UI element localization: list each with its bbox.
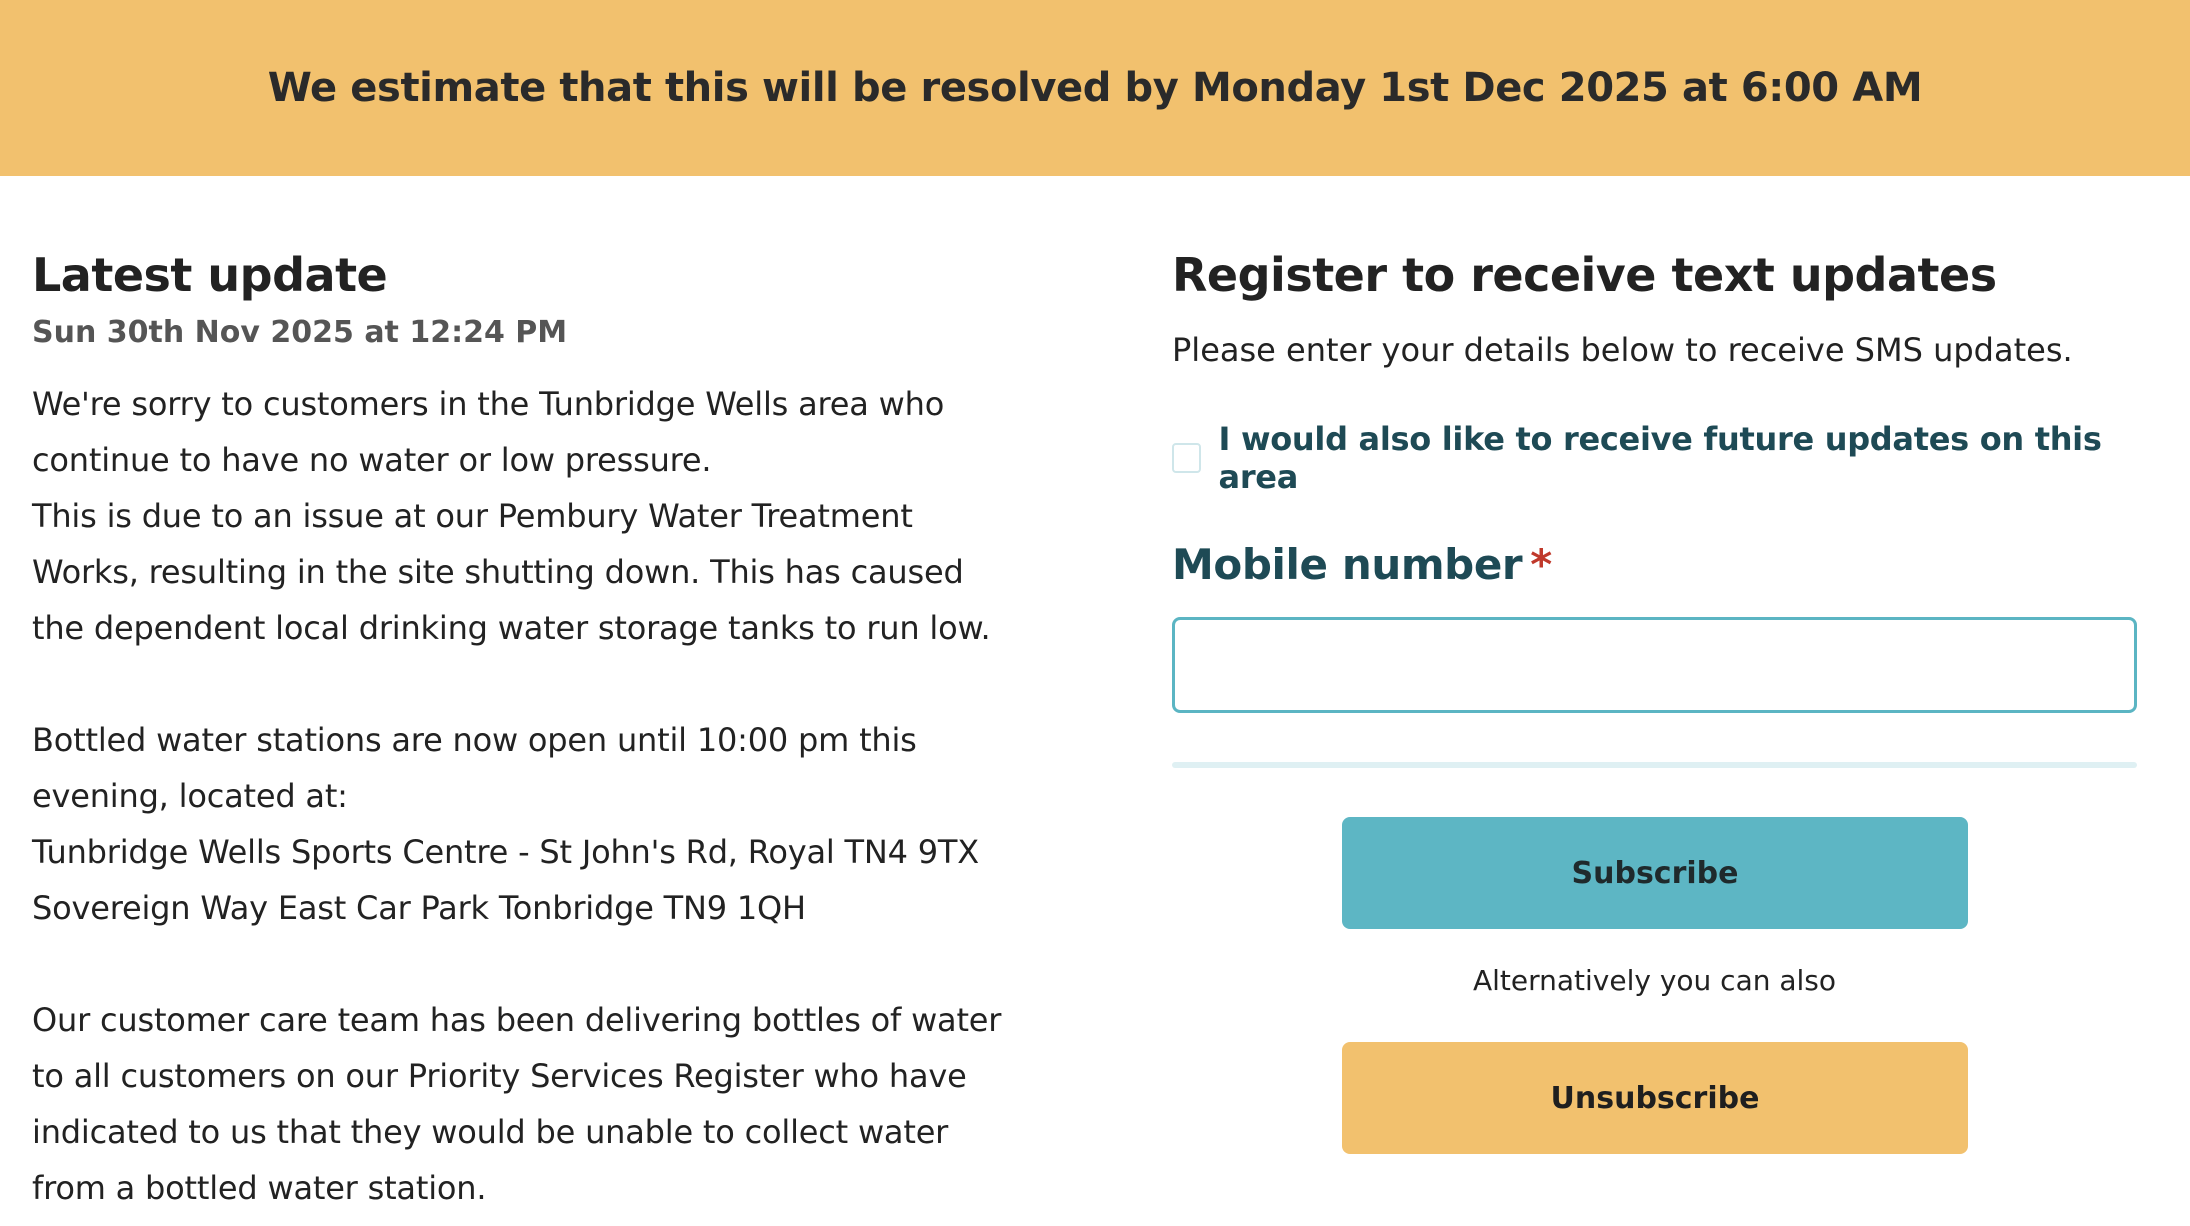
update-paragraph-3 xyxy=(32,992,1012,1216)
update-line: evening, located at: xyxy=(32,777,348,815)
future-updates-checkbox[interactable] xyxy=(1172,443,1201,473)
resolution-banner xyxy=(0,0,2190,176)
mobile-number-input[interactable] xyxy=(1172,617,2137,713)
update-line: Sovereign Way East Car Park Tonbridge TN9 1QH xyxy=(32,889,806,927)
update-line: Works, resulting in the site shutting down. This has caused xyxy=(32,553,964,591)
future-updates-label[interactable]: I would also like to receive future updates on this area xyxy=(1218,420,2102,496)
latest-update-heading: Latest update xyxy=(32,248,388,302)
update-paragraph-2 xyxy=(32,712,1012,936)
resolution-estimate-text: We estimate that this will be resolved by Monday 1st Dec 2025 at 6:00 AM xyxy=(267,65,1923,111)
update-line: This is due to an issue at our Pembury Water Treatment xyxy=(32,497,913,535)
update-line: from a bottled water station. xyxy=(32,1169,487,1207)
update-line: indicated to us that they would be unable to collect water xyxy=(32,1113,949,1151)
paragraph-spacer xyxy=(32,656,1012,712)
subscribe-button[interactable]: Subscribe xyxy=(1342,817,1968,929)
paragraph-spacer xyxy=(32,936,1012,992)
latest-update-section xyxy=(32,240,1012,1216)
update-line: We're sorry to customers in the Tunbridge Wells area who xyxy=(32,385,945,423)
register-subtitle: Please enter your details below to receive SMS updates. xyxy=(1172,331,2073,369)
required-marker: * xyxy=(1530,540,1552,589)
update-line: Tunbridge Wells Sports Centre - St John's Rd, Royal TN4 9TX xyxy=(32,833,979,871)
latest-update-date: Sun 30th Nov 2025 at 12:24 PM xyxy=(32,315,568,350)
future-updates-option[interactable] xyxy=(1172,420,2137,496)
mobile-number-label-text: Mobile number xyxy=(1172,540,1523,589)
unsubscribe-button[interactable]: Unsubscribe xyxy=(1342,1042,1968,1154)
form-divider xyxy=(1172,762,2137,768)
mobile-number-label xyxy=(1172,540,1552,589)
update-line: continue to have no water or low pressure. xyxy=(32,441,712,479)
latest-update-body xyxy=(32,376,1012,1216)
update-line: Bottled water stations are now open until 10:00 pm this xyxy=(32,721,917,759)
sms-register-section xyxy=(1172,240,2137,1116)
update-line: the dependent local drinking water storage tanks to run low. xyxy=(32,609,991,647)
register-heading: Register to receive text updates xyxy=(1172,248,1997,302)
alternative-text: Alternatively you can also xyxy=(1472,964,1837,997)
update-paragraph-1 xyxy=(32,376,1012,656)
update-line: to all customers on our Priority Services Register who have xyxy=(32,1057,967,1095)
update-line: Our customer care team has been delivering bottles of water xyxy=(32,1001,1002,1039)
